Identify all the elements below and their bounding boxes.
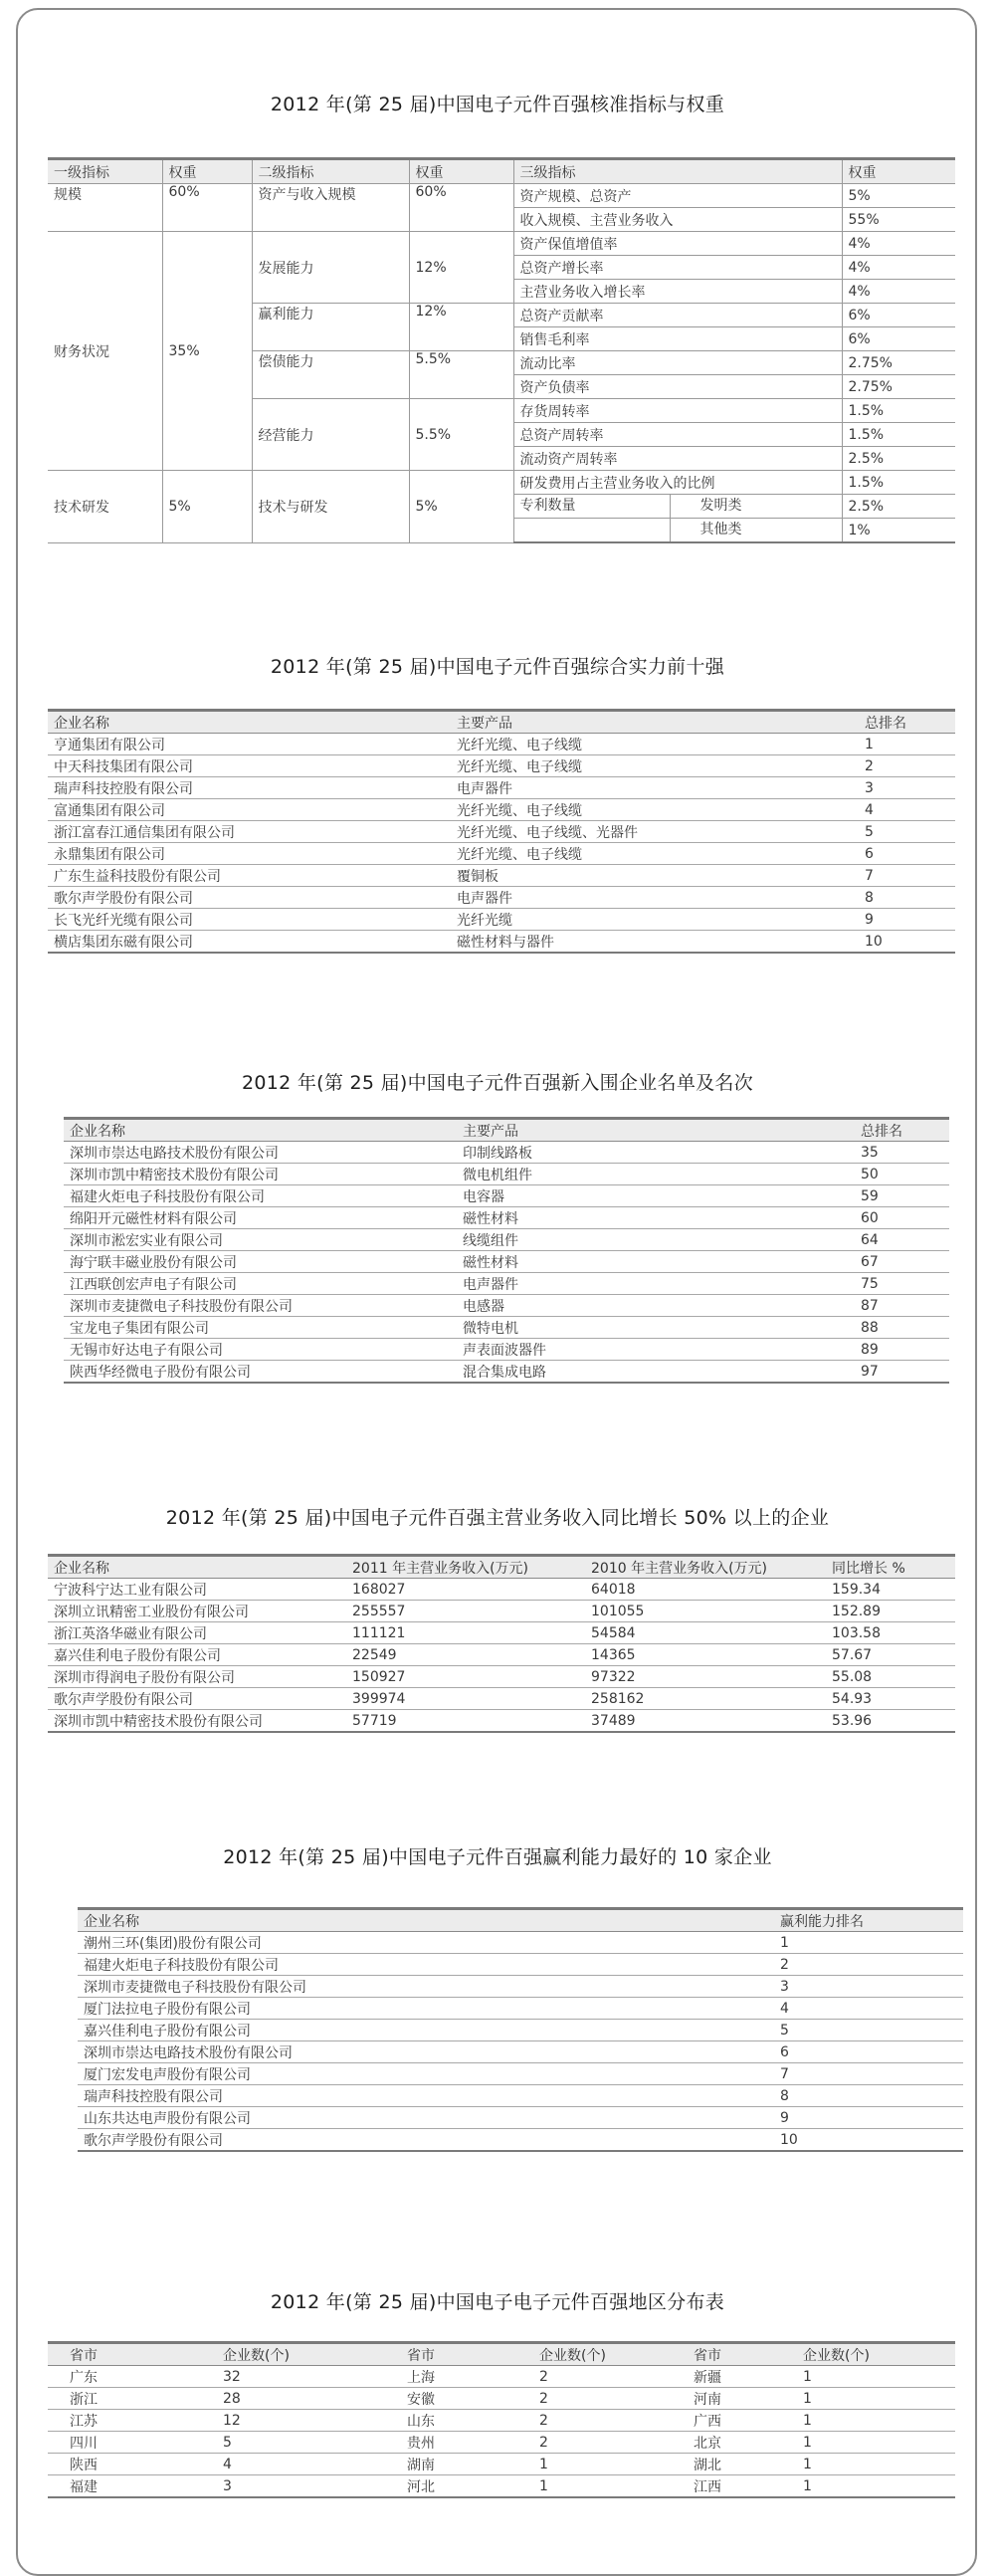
table-row <box>78 1932 963 1954</box>
table-cell: 150927 <box>346 1666 585 1688</box>
table-cell: 瑞声科技控股有限公司 <box>48 777 451 799</box>
table-cell: 江西 <box>688 2475 797 2498</box>
table-cell: 山东共达电声股份有限公司 <box>78 2107 774 2129</box>
header-cell: 权重 <box>162 159 252 184</box>
table-cell: 歌尔声学股份有限公司 <box>48 887 451 909</box>
table-cell: 深圳市崇达电路技术股份有限公司 <box>78 2041 774 2063</box>
table-cell: 长飞光纤光缆有限公司 <box>48 909 451 931</box>
level2-weight: 5.5% <box>409 351 513 399</box>
table-cell: 歌尔声学股份有限公司 <box>48 1688 346 1710</box>
table-cell: 浙江 <box>48 2388 217 2410</box>
table-cell: 88 <box>855 1317 949 1339</box>
table-cell: 57719 <box>346 1710 585 1733</box>
table-cell: 光纤光缆、电子线缆、光器件 <box>451 821 859 843</box>
level3-name: 研发费用占主营业务收入的比例 <box>513 471 842 495</box>
header-cell: 省市 <box>401 2343 533 2366</box>
table-row <box>78 1998 963 2020</box>
table-cell: 广东 <box>48 2366 217 2388</box>
table-cell: 线缆组件 <box>457 1229 855 1251</box>
header-cell: 一级指标 <box>48 159 162 184</box>
new-entrants-table <box>64 1117 949 1384</box>
table-cell: 67 <box>855 1251 949 1273</box>
level3-name: 专利数量 <box>514 495 671 518</box>
table-cell: 2 <box>533 2366 688 2388</box>
level3-name: 存货周转率 <box>513 399 842 423</box>
table-body <box>48 734 955 954</box>
table-cell: 瑞声科技控股有限公司 <box>78 2085 774 2107</box>
level3-weight: 4% <box>842 232 955 256</box>
table-cell: 7 <box>859 865 955 887</box>
table-row <box>48 821 955 843</box>
level3-weight: 1% <box>842 519 955 543</box>
table-row <box>48 1644 955 1666</box>
table-cell: 微电机组件 <box>457 1164 855 1185</box>
table-cell: 电声器件 <box>451 777 859 799</box>
table-cell: 3 <box>859 777 955 799</box>
table-cell: 深圳市凯中精密技术股份有限公司 <box>48 1710 346 1733</box>
table-row <box>64 1339 949 1361</box>
table-cell: 厦门宏发电声股份有限公司 <box>78 2063 774 2085</box>
level1-name: 技术研发 <box>48 471 162 543</box>
profitability-table <box>78 1907 963 2152</box>
table-body <box>48 1579 955 1733</box>
table-cell: 57.67 <box>826 1644 955 1666</box>
table-header-row <box>48 711 955 734</box>
table-cell: 宁波科宁达工业有限公司 <box>48 1579 346 1601</box>
table-cell: 1 <box>797 2410 955 2432</box>
table-cell: 光纤光缆、电子线缆 <box>451 755 859 777</box>
table-cell: 101055 <box>585 1601 826 1622</box>
table-cell: 2 <box>859 755 955 777</box>
table-cell: 64 <box>855 1229 949 1251</box>
table-cell: 河北 <box>401 2475 533 2498</box>
table-cell: 1 <box>797 2432 955 2454</box>
table-row <box>48 2454 955 2475</box>
table-row <box>48 232 955 256</box>
header-cell: 企业名称 <box>78 1909 774 1932</box>
table-row <box>78 1976 963 1998</box>
table-row <box>64 1185 949 1207</box>
level3-name-empty <box>514 519 671 541</box>
table-row <box>48 734 955 755</box>
table-cell: 75 <box>855 1273 949 1295</box>
table-cell: 5 <box>217 2432 401 2454</box>
table-row <box>78 2085 963 2107</box>
table-cell: 1 <box>533 2454 688 2475</box>
table-cell: 4 <box>217 2454 401 2475</box>
table-row <box>78 2107 963 2129</box>
table-cell: 电容器 <box>457 1185 855 1207</box>
level2-name: 经营能力 <box>252 399 409 471</box>
table-cell: 永鼎集团有限公司 <box>48 843 451 865</box>
table-cell: 399974 <box>346 1688 585 1710</box>
table-cell: 8 <box>774 2085 963 2107</box>
table-cell: 湖南 <box>401 2454 533 2475</box>
table-cell: 江西联创宏声电子有限公司 <box>64 1273 457 1295</box>
table-cell: 37489 <box>585 1710 826 1733</box>
table-cell: 12 <box>217 2410 401 2432</box>
table-cell: 3 <box>217 2475 401 2498</box>
table-cell: 福建火炬电子科技股份有限公司 <box>64 1185 457 1207</box>
table-cell: 北京 <box>688 2432 797 2454</box>
table-cell: 深圳市麦捷微电子科技股份有限公司 <box>78 1976 774 1998</box>
table-cell: 深圳市得润电子股份有限公司 <box>48 1666 346 1688</box>
table-row <box>64 1229 949 1251</box>
level2-weight: 12% <box>409 232 513 304</box>
table2-title: 2012 年(第 25 届)中国电子元件百强综合实力前十强 <box>270 656 725 678</box>
table-cell: 54.93 <box>826 1688 955 1710</box>
table-cell: 福建 <box>48 2475 217 2498</box>
table-cell: 浙江富春江通信集团有限公司 <box>48 821 451 843</box>
table-cell: 60 <box>855 1207 949 1229</box>
table-cell: 浙江英洛华磁业有限公司 <box>48 1622 346 1644</box>
level2-name: 资产与收入规模 <box>252 184 409 232</box>
table-row <box>48 184 955 208</box>
table-row <box>78 2020 963 2041</box>
table-cell: 97322 <box>585 1666 826 1688</box>
table-cell: 嘉兴佳利电子股份有限公司 <box>78 2020 774 2041</box>
level3-weight: 1.5% <box>842 423 955 447</box>
table6-title: 2012 年(第 25 届)中国电子电子元件百强地区分布表 <box>270 2291 725 2313</box>
table-cell: 磁性材料 <box>457 1207 855 1229</box>
header-cell: 总排名 <box>859 711 955 734</box>
table-row <box>48 471 955 495</box>
level1-name: 规模 <box>48 184 162 232</box>
table-row <box>64 1207 949 1229</box>
table-row <box>48 1622 955 1644</box>
table-header-row <box>48 159 955 184</box>
indicator-weight-table <box>48 157 955 543</box>
table-cell: 富通集团有限公司 <box>48 799 451 821</box>
table-cell: 上海 <box>401 2366 533 2388</box>
table-row <box>48 1579 955 1601</box>
table-cell: 50 <box>855 1164 949 1185</box>
level3-name: 流动资产周转率 <box>513 447 842 471</box>
table-row <box>78 2063 963 2085</box>
table-body <box>78 1932 963 2152</box>
table-cell: 2 <box>533 2388 688 2410</box>
table-cell: 103.58 <box>826 1622 955 1644</box>
table-cell: 1 <box>859 734 955 755</box>
level1-name: 财务状况 <box>48 232 162 471</box>
top-ten-table <box>48 709 955 954</box>
table-row <box>64 1273 949 1295</box>
table-cell: 混合集成电路 <box>457 1361 855 1384</box>
table-cell: 潮州三环(集团)股份有限公司 <box>78 1932 774 1954</box>
table-cell: 55.08 <box>826 1666 955 1688</box>
table-row <box>48 865 955 887</box>
table-cell: 32 <box>217 2366 401 2388</box>
level3-subname: 发明类 <box>699 498 742 514</box>
table-cell: 微特电机 <box>457 1317 855 1339</box>
table-cell: 97 <box>855 1361 949 1384</box>
table-row <box>48 2410 955 2432</box>
level3-name: 销售毛利率 <box>513 327 842 351</box>
level3-weight: 6% <box>842 304 955 327</box>
table-row <box>48 1710 955 1733</box>
table-cell: 6 <box>859 843 955 865</box>
table-cell: 磁性材料与器件 <box>451 931 859 954</box>
table-cell: 1 <box>797 2366 955 2388</box>
level2-name: 技术与研发 <box>252 471 409 543</box>
table-cell: 22549 <box>346 1644 585 1666</box>
table-cell: 7 <box>774 2063 963 2085</box>
table-cell: 陕西华经微电子股份有限公司 <box>64 1361 457 1384</box>
level3-weight: 2.75% <box>842 351 955 375</box>
header-cell: 权重 <box>409 159 513 184</box>
table-cell: 35 <box>855 1142 949 1164</box>
table-cell: 新疆 <box>688 2366 797 2388</box>
table-body <box>64 1142 949 1384</box>
region-table <box>48 2341 955 2498</box>
table-cell: 陕西 <box>48 2454 217 2475</box>
header-cell: 企业名称 <box>64 1119 457 1142</box>
table-row <box>64 1317 949 1339</box>
table-cell: 10 <box>859 931 955 954</box>
table-row <box>48 1601 955 1622</box>
level2-name: 赢利能力 <box>252 304 409 351</box>
table-cell: 168027 <box>346 1579 585 1601</box>
table-cell: 贵州 <box>401 2432 533 2454</box>
table-row <box>48 1666 955 1688</box>
level3-weight: 1.5% <box>842 399 955 423</box>
level3-name: 资产保值增值率 <box>513 232 842 256</box>
table4-title: 2012 年(第 25 届)中国电子元件百强主营业务收入同比增长 50% 以上的企业 <box>165 1507 830 1529</box>
table-row <box>48 843 955 865</box>
table-cell: 89 <box>855 1339 949 1361</box>
table-cell: 山东 <box>401 2410 533 2432</box>
table-cell: 歌尔声学股份有限公司 <box>78 2129 774 2152</box>
table-cell: 无锡市好达电子有限公司 <box>64 1339 457 1361</box>
table-row <box>48 755 955 777</box>
level3-weight: 55% <box>842 208 955 232</box>
level3-weight: 2.75% <box>842 375 955 399</box>
table-cell: 1 <box>797 2475 955 2498</box>
table-cell: 6 <box>774 2041 963 2063</box>
table-row <box>78 1954 963 1976</box>
table-cell: 绵阳开元磁性材料有限公司 <box>64 1207 457 1229</box>
level2-weight: 60% <box>409 184 513 232</box>
level1-weight: 5% <box>162 471 252 543</box>
level3-weight: 2.5% <box>842 447 955 471</box>
table-cell: 覆铜板 <box>451 865 859 887</box>
table-cell: 2 <box>533 2432 688 2454</box>
table-header-row <box>78 1909 963 1932</box>
table-cell: 电声器件 <box>457 1273 855 1295</box>
table-cell: 64018 <box>585 1579 826 1601</box>
table-row <box>48 799 955 821</box>
table-header-row <box>48 2343 955 2366</box>
table-row <box>78 2041 963 2063</box>
table-cell: 亨通集团有限公司 <box>48 734 451 755</box>
header-cell: 2011 年主营业务收入(万元) <box>346 1556 585 1579</box>
level3-weight: 2.5% <box>842 495 955 519</box>
table-cell: 4 <box>859 799 955 821</box>
table-cell: 258162 <box>585 1688 826 1710</box>
level3-name: 总资产贡献率 <box>513 304 842 327</box>
level2-name: 偿债能力 <box>252 351 409 399</box>
table-cell: 深圳立讯精密工业股份有限公司 <box>48 1601 346 1622</box>
table3-title: 2012 年(第 25 届)中国电子元件百强新入围企业名单及名次 <box>241 1072 754 1094</box>
table-cell: 9 <box>774 2107 963 2129</box>
table-cell: 2 <box>533 2410 688 2432</box>
table-row <box>48 1688 955 1710</box>
table-row <box>78 2129 963 2152</box>
patent-subtable-cell <box>513 495 842 519</box>
table-cell: 声表面波器件 <box>457 1339 855 1361</box>
table-cell: 28 <box>217 2388 401 2410</box>
table-row <box>48 2432 955 2454</box>
level3-name: 主营业务收入增长率 <box>513 280 842 304</box>
table-header-row <box>64 1119 949 1142</box>
table-cell: 159.34 <box>826 1579 955 1601</box>
level3-weight: 6% <box>842 327 955 351</box>
table-row <box>48 931 955 954</box>
table-row <box>48 2475 955 2498</box>
header-cell: 2010 年主营业务收入(万元) <box>585 1556 826 1579</box>
header-cell: 总排名 <box>855 1119 949 1142</box>
header-cell: 企业数(个) <box>797 2343 955 2366</box>
table-cell: 1 <box>774 1932 963 1954</box>
table-cell: 河南 <box>688 2388 797 2410</box>
table-cell: 光纤光缆、电子线缆 <box>451 843 859 865</box>
header-cell: 三级指标 <box>513 159 842 184</box>
table-cell: 59 <box>855 1185 949 1207</box>
level2-weight: 12% <box>409 304 513 351</box>
header-cell: 主要产品 <box>451 711 859 734</box>
table-cell: 深圳市淞宏实业有限公司 <box>64 1229 457 1251</box>
table-row <box>48 2388 955 2410</box>
header-cell: 企业数(个) <box>217 2343 401 2366</box>
header-cell: 企业名称 <box>48 711 451 734</box>
table-row <box>48 777 955 799</box>
table1-title: 2012 年(第 25 届)中国电子元件百强核准指标与权重 <box>270 94 725 115</box>
table-cell: 87 <box>855 1295 949 1317</box>
table-cell: 横店集团东磁有限公司 <box>48 931 451 954</box>
table-cell: 湖北 <box>688 2454 797 2475</box>
table-cell: 广西 <box>688 2410 797 2432</box>
table-cell: 53.96 <box>826 1710 955 1733</box>
header-cell: 主要产品 <box>457 1119 855 1142</box>
table-cell: 厦门法拉电子股份有限公司 <box>78 1998 774 2020</box>
table-body <box>48 2366 955 2498</box>
header-cell: 赢利能力排名 <box>774 1909 963 1932</box>
table-cell: 磁性材料 <box>457 1251 855 1273</box>
table-cell: 2 <box>774 1954 963 1976</box>
table-cell: 中天科技集团有限公司 <box>48 755 451 777</box>
header-cell: 二级指标 <box>252 159 409 184</box>
table-cell: 1 <box>797 2388 955 2410</box>
table-cell: 深圳市崇达电路技术股份有限公司 <box>64 1142 457 1164</box>
header-cell: 权重 <box>842 159 955 184</box>
table5-title: 2012 年(第 25 届)中国电子元件百强赢利能力最好的 10 家企业 <box>223 1846 772 1868</box>
table-row <box>64 1164 949 1185</box>
table-row <box>64 1142 949 1164</box>
table-row <box>64 1361 949 1384</box>
level1-weight: 60% <box>162 184 252 232</box>
table-cell: 14365 <box>585 1644 826 1666</box>
table-cell: 9 <box>859 909 955 931</box>
header-cell: 省市 <box>688 2343 797 2366</box>
header-cell: 省市 <box>48 2343 217 2366</box>
header-cell: 企业数(个) <box>533 2343 688 2366</box>
table-row <box>48 887 955 909</box>
table-cell: 152.89 <box>826 1601 955 1622</box>
table-row <box>64 1295 949 1317</box>
level3-weight: 1.5% <box>842 471 955 495</box>
table-cell: 印制线路板 <box>457 1142 855 1164</box>
level3-name: 资产规模、总资产 <box>513 184 842 208</box>
table-row <box>48 2366 955 2388</box>
table-cell: 5 <box>859 821 955 843</box>
table-cell: 深圳市麦捷微电子科技股份有限公司 <box>64 1295 457 1317</box>
level3-name: 收入规模、主营业务收入 <box>513 208 842 232</box>
table-cell: 5 <box>774 2020 963 2041</box>
growth-table <box>48 1554 955 1733</box>
table-cell: 255557 <box>346 1601 585 1622</box>
level3-name: 资产负债率 <box>513 375 842 399</box>
level3-name: 总资产增长率 <box>513 256 842 280</box>
level3-weight: 4% <box>842 256 955 280</box>
table-cell: 1 <box>797 2454 955 2475</box>
table-cell: 电感器 <box>457 1295 855 1317</box>
table-cell: 光纤光缆、电子线缆 <box>451 799 859 821</box>
level3-weight: 4% <box>842 280 955 304</box>
table-cell: 江苏 <box>48 2410 217 2432</box>
table-cell: 111121 <box>346 1622 585 1644</box>
level3-weight: 5% <box>842 184 955 208</box>
level3-name: 总资产周转率 <box>513 423 842 447</box>
table-cell: 深圳市凯中精密技术股份有限公司 <box>64 1164 457 1185</box>
table-cell: 嘉兴佳利电子股份有限公司 <box>48 1644 346 1666</box>
table-cell: 1 <box>533 2475 688 2498</box>
level2-weight: 5% <box>409 471 513 543</box>
table-cell: 8 <box>859 887 955 909</box>
header-cell: 企业名称 <box>48 1556 346 1579</box>
table-cell: 54584 <box>585 1622 826 1644</box>
level3-name: 流动比率 <box>513 351 842 375</box>
patent-subtable-cell <box>513 519 842 543</box>
table-cell: 海宁联丰磁业股份有限公司 <box>64 1251 457 1273</box>
level2-name: 发展能力 <box>252 232 409 304</box>
table-cell: 光纤光缆、电子线缆 <box>451 734 859 755</box>
level3-subname: 其他类 <box>699 522 742 537</box>
table-cell: 电声器件 <box>451 887 859 909</box>
level1-weight: 35% <box>162 232 252 471</box>
table-cell: 福建火炬电子科技股份有限公司 <box>78 1954 774 1976</box>
table-cell: 光纤光缆 <box>451 909 859 931</box>
table-row <box>48 909 955 931</box>
table-cell: 四川 <box>48 2432 217 2454</box>
level2-weight: 5.5% <box>409 399 513 471</box>
table-cell: 广东生益科技股份有限公司 <box>48 865 451 887</box>
table-cell: 10 <box>774 2129 963 2152</box>
table-cell: 宝龙电子集团有限公司 <box>64 1317 457 1339</box>
table-cell: 4 <box>774 1998 963 2020</box>
table-cell: 3 <box>774 1976 963 1998</box>
header-cell: 同比增长 % <box>826 1556 955 1579</box>
table-row <box>64 1251 949 1273</box>
table-header-row <box>48 1556 955 1579</box>
table-cell: 安徽 <box>401 2388 533 2410</box>
